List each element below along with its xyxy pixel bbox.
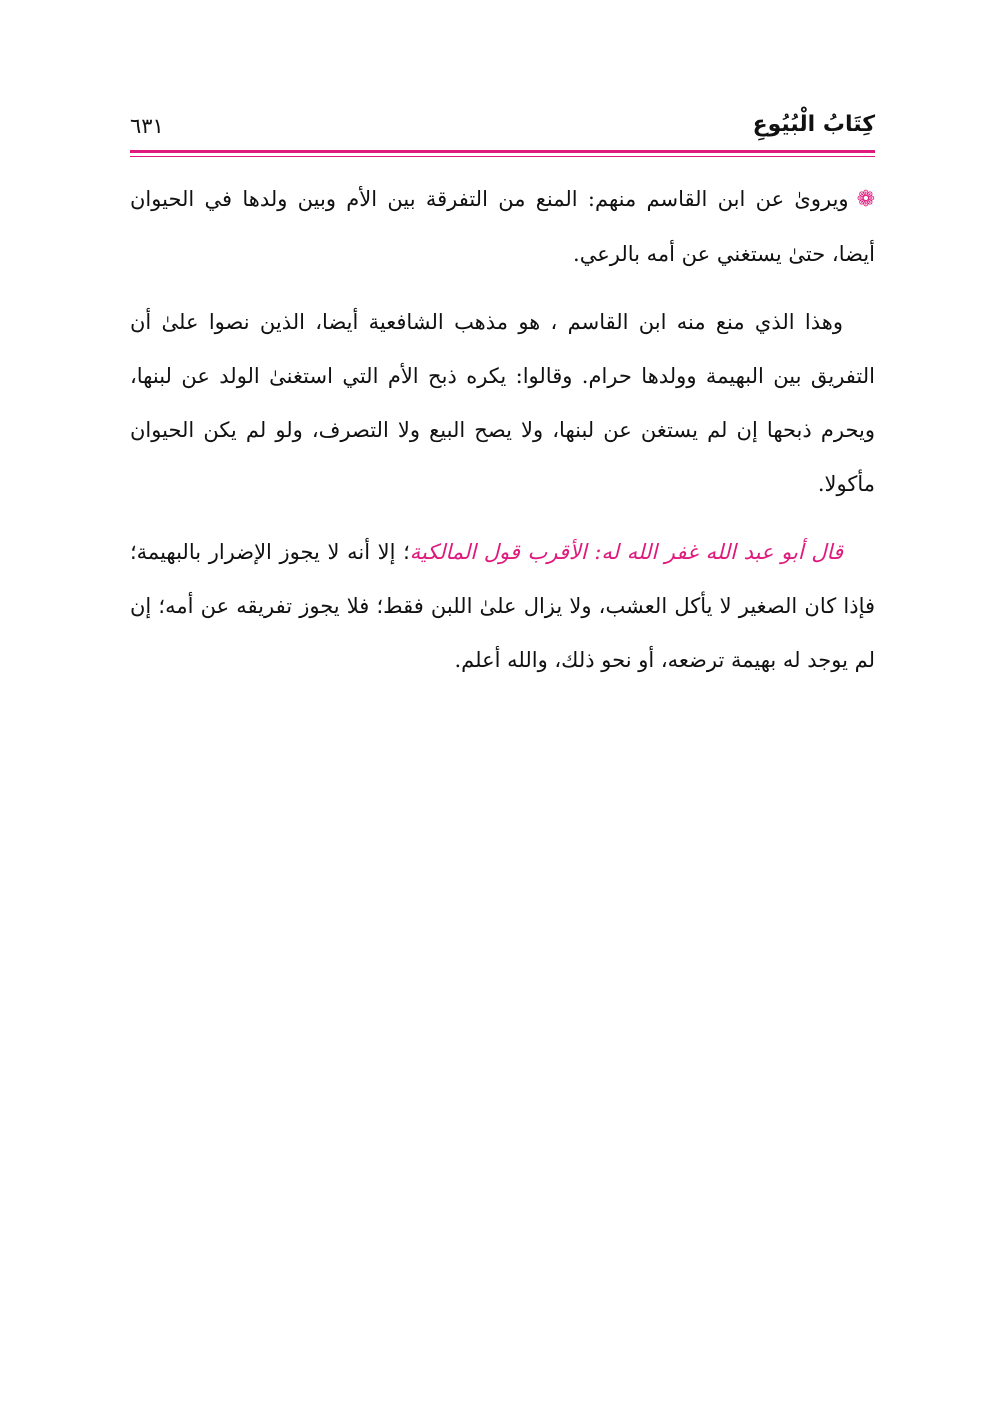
paragraph-1	[130, 172, 875, 281]
flower-ornament-icon: ❁	[856, 187, 875, 212]
paragraph-3	[130, 525, 875, 687]
paragraph-2	[130, 295, 875, 511]
page-content	[130, 172, 875, 701]
header-rule-thin	[130, 156, 875, 157]
paragraph-2-text: وهذا الذي منع منه ابن القاسم ، هو مذهب الشافعية أيضا، الذين نصوا علىٰ أن التفريق بين البهيمة وولدها حرام. وقالوا: يكره ذبح الأم التي استغنىٰ الولد عن لبنها، ويحرم ذبحها إن لم يستغن عن لبنها، ولا يصح البيع ولا التصرف، ولو لم يكن الحيوان مأكولا.	[130, 310, 875, 496]
book-title: كِتَابُ الْبُيُوعِ	[752, 112, 875, 137]
header-rule-thick	[130, 150, 875, 153]
page-header	[130, 108, 875, 148]
paragraph-3-text: ؛ إلا أنه لا يجوز الإضرار بالبهيمة؛ فإذا كان الصغير لا يأكل العشب، ولا يزال علىٰ اللبن فقط؛ فلا يجوز تفريقه عن أمه؛ إن لم يوجد له بهيمة ترضعه، أو نحو ذلك، والله أعلم.	[130, 540, 875, 672]
paragraph-1-text: ويرویٰ عن ابن القاسم منهم: المنع من التفرقة بين الأم وبين ولدها في الحيوان أيضا، حتىٰ يستغني عن أمه بالرعي.	[130, 187, 875, 266]
page-number: ٦٣١	[130, 114, 164, 138]
author-remark: قال أبو عبد الله غفر الله له: الأقرب قول المالكية	[409, 540, 843, 564]
